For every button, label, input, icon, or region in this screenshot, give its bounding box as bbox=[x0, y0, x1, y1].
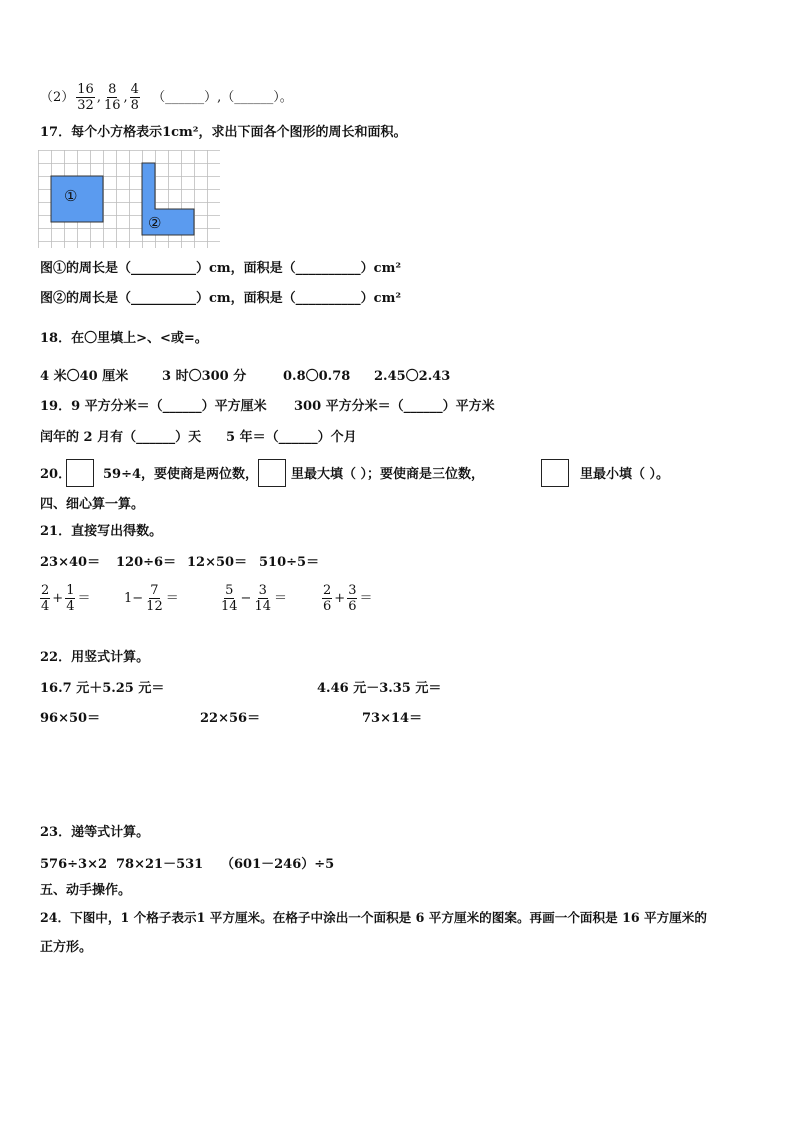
answer-blank-1[interactable]: （______）, bbox=[152, 90, 222, 105]
q20-digit-box-2[interactable] bbox=[258, 459, 286, 487]
q21-title: 21．直接写出得数。 bbox=[40, 524, 163, 539]
q17-shape2-answer[interactable]: 图②的周长是（__________）cm，面积是（__________）cm² bbox=[40, 291, 402, 306]
q22-item-1[interactable]: 16.7 元＋5.25 元＝ bbox=[40, 681, 165, 696]
q20-min-fill[interactable]: 里最小填（ ）。 bbox=[580, 467, 670, 482]
q18-title: 18．在〇里填上>、<或=。 bbox=[40, 331, 208, 346]
q21-fraction-item-2[interactable]: 1− $\frac{7}{12}$ ＝ bbox=[124, 583, 179, 614]
q18-item-1[interactable]: 4 米〇40 厘米 bbox=[40, 369, 129, 384]
section-5-heading: 五、动手操作。 bbox=[40, 883, 132, 898]
q20-digit-box-1[interactable] bbox=[66, 459, 94, 487]
q21-fraction-item-4[interactable]: $\frac{2}{6}$ + $\frac{3}{6}$ ＝ bbox=[323, 583, 373, 614]
answer-blank-2[interactable]: （______）。 bbox=[221, 90, 293, 105]
q18-item-3[interactable]: 0.8〇0.78 bbox=[283, 369, 351, 384]
q23-item-2[interactable]: 78×21－531 bbox=[116, 857, 204, 872]
q21-item-2[interactable]: 120÷6＝ bbox=[116, 555, 177, 570]
q20-digit-box-3[interactable] bbox=[541, 459, 569, 487]
q24-line-2: 正方形。 bbox=[40, 940, 93, 955]
q21-fraction-item-3[interactable]: $\frac{5}{14}$ − $\frac{3}{14}$ ＝ bbox=[221, 583, 288, 614]
q22-item-5[interactable]: 73×14＝ bbox=[362, 711, 423, 726]
section-4-heading: 四、细心算一算。 bbox=[40, 497, 145, 512]
q23-title: 23．递等式计算。 bbox=[40, 825, 150, 840]
shape-1-label: ① bbox=[64, 187, 78, 205]
q22-item-2[interactable]: 4.46 元－3.35 元＝ bbox=[317, 681, 442, 696]
q22-title: 22．用竖式计算。 bbox=[40, 650, 150, 665]
q17-title: 17．每个小方格表示1cm²，求出下面各个图形的周长和面积。 bbox=[40, 125, 407, 140]
q19-item-4[interactable]: 5 年＝（______）个月 bbox=[226, 430, 357, 445]
fraction-16-32: $\frac{16}{32}$ bbox=[77, 82, 94, 113]
q16-part2: （2） $\frac{16}{32}$ , $\frac{8}{16}$ , $\frac{4}{8}$ （______）,（______）。 bbox=[40, 82, 293, 113]
q21-item-4[interactable]: 510÷5＝ bbox=[259, 555, 320, 570]
q19-item-3[interactable]: 闰年的 2 月有（______）天 bbox=[40, 430, 202, 445]
q18-item-4[interactable]: 2.45〇2.43 bbox=[374, 369, 451, 384]
fraction-4-8: $\frac{4}{8}$ bbox=[130, 82, 139, 113]
q17-shape1-answer[interactable]: 图①的周长是（__________）cm，面积是（__________）cm² bbox=[40, 261, 402, 276]
q23-item-3[interactable]: （601－246）÷5 bbox=[221, 857, 335, 872]
q19-item-1[interactable]: 19．9 平方分米＝（______）平方厘米 bbox=[40, 399, 267, 414]
q24-line-1: 24．下图中，1 个格子表示1 平方厘米。在格子中涂出一个面积是 6 平方厘米的图案。再画一个面积是 16 平方厘米的 bbox=[40, 910, 707, 925]
q20-number: 20． bbox=[40, 467, 72, 482]
shape-2-label: ② bbox=[148, 214, 162, 232]
grid-figure bbox=[38, 150, 220, 248]
q19-item-2[interactable]: 300 平方分米＝（______）平方米 bbox=[294, 399, 495, 414]
q18-item-2[interactable]: 3 时〇300 分 bbox=[162, 369, 247, 384]
q21-fraction-item-1[interactable]: $\frac{2}{4}$ + $\frac{1}{4}$ ＝ bbox=[41, 583, 91, 614]
fraction-8-16: $\frac{8}{16}$ bbox=[103, 82, 121, 113]
q21-item-1[interactable]: 23×40＝ bbox=[40, 555, 101, 570]
q20-expression: 59÷4，要使商是两位数， bbox=[103, 467, 259, 482]
q21-item-3[interactable]: 12×50＝ bbox=[187, 555, 248, 570]
q22-item-4[interactable]: 22×56＝ bbox=[200, 711, 261, 726]
q22-item-3[interactable]: 96×50＝ bbox=[40, 711, 101, 726]
q16-part2-number: （2） bbox=[40, 90, 75, 105]
q20-max-fill[interactable]: 里最大填（ ）；要使商是三位数， bbox=[291, 467, 485, 482]
q23-item-1[interactable]: 576÷3×2 bbox=[40, 857, 108, 872]
